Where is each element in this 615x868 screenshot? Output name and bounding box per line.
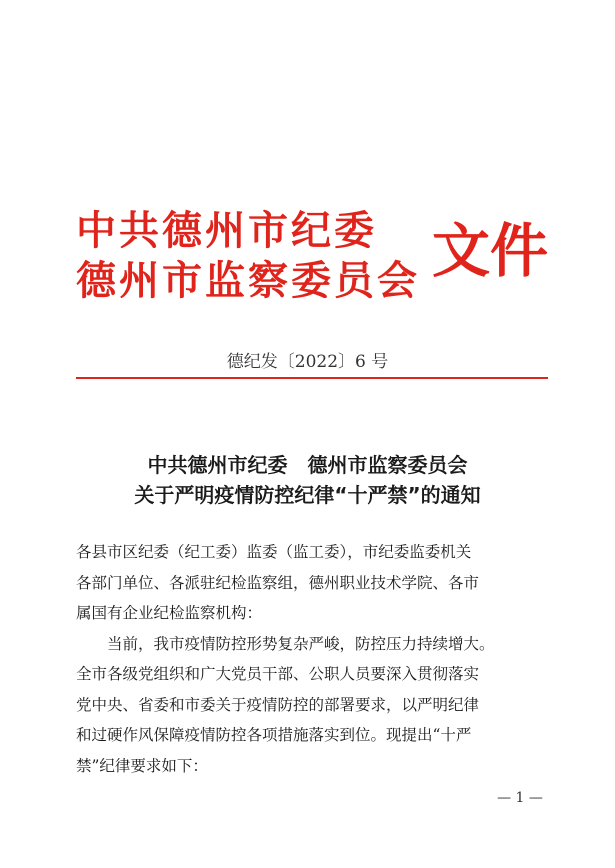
document-body — [76, 537, 556, 781]
document-header-wenjian: 文件 — [432, 217, 549, 285]
paragraph-line-2: 全市各级党组织和广大党员干部、公职人员要深入贯彻落实 — [76, 665, 480, 683]
page-number: — 1 — — [497, 790, 543, 806]
org-name-line-1: 中共德州市纪委 — [76, 207, 377, 254]
title-line-2: 关于严明疫情防控纪律“十严禁”的通知 — [134, 483, 481, 507]
red-divider-line — [76, 377, 548, 379]
org-name-line-2: 德州市监察委员会 — [76, 257, 420, 304]
paragraph-line-4: 和过硬作风保障疫情防控各项措施落实到位。现提出“十严 — [76, 726, 472, 744]
paragraph-line-3: 党中央、省委和市委关于疫情防控的部署要求，以严明纪律 — [76, 695, 480, 714]
issuing-organizations — [76, 206, 420, 306]
document-number: 德纪发〔2022〕6 号 — [226, 352, 389, 372]
title-line-1: 中共德州市纪委 德州市监察委员会 — [147, 453, 468, 477]
paragraph-line-1: 当前，我市疫情防控形势复杂严峻，防控压力持续增大。 — [107, 634, 495, 653]
addressee-line-1: 各县市区纪委（纪工委）监委（监工委），市纪委监委机关 — [76, 543, 472, 561]
document-title — [0, 450, 615, 510]
addressee-line-3: 属国有企业纪检监察机构： — [76, 604, 263, 622]
paragraph-line-5: 禁”纪律要求如下： — [76, 756, 208, 775]
addressee-line-2: 各部门单位、各派驻纪检监察组，德州职业技术学院、各市 — [76, 573, 480, 592]
